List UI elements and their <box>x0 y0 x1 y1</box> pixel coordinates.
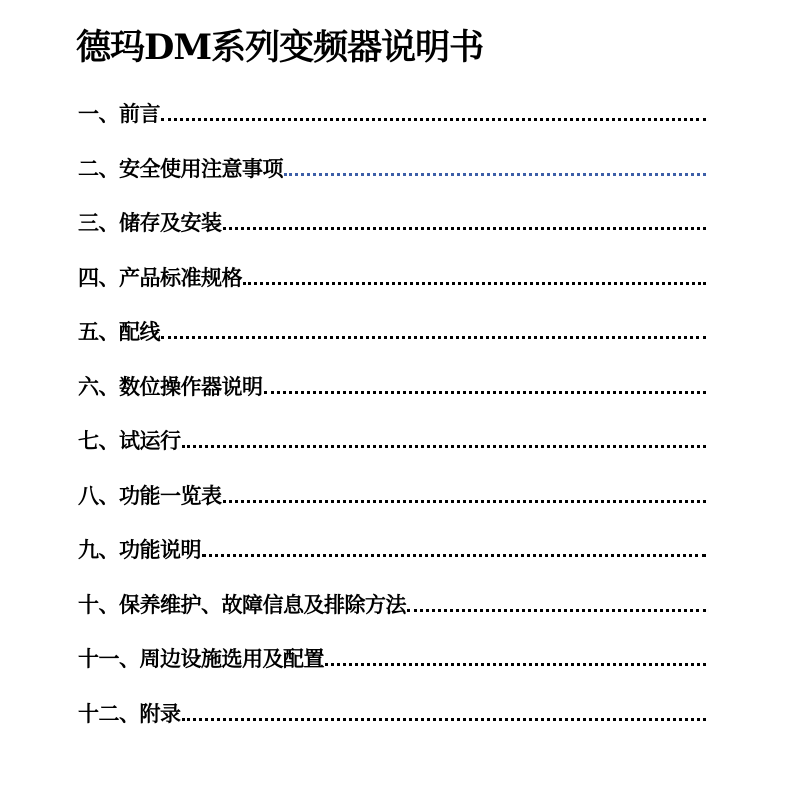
toc-entry-label: 六、数位操作器说明 <box>78 374 263 399</box>
toc-dot-leader <box>223 227 707 230</box>
toc-dot-leader <box>407 609 706 612</box>
toc-entry-preface[interactable] <box>78 91 706 126</box>
toc-entry-label: 九、功能说明 <box>78 538 201 562</box>
toc-dot-leader <box>223 500 707 503</box>
toc-entry-maintenance-troubleshooting[interactable] <box>78 582 706 617</box>
toc-entry-label: 十一、周边设施选用及配置 <box>78 647 324 671</box>
toc-entry-storage-installation[interactable] <box>78 200 706 235</box>
toc-dot-leader <box>161 336 706 339</box>
toc-entry-label: 五、配线 <box>78 320 160 344</box>
toc-entry-trial-run[interactable] <box>78 418 706 453</box>
toc-entry-label: 十、保养维护、故障信息及排除方法 <box>78 592 406 617</box>
toc-entry-wiring[interactable] <box>78 309 706 344</box>
toc-dot-leader <box>182 718 707 721</box>
toc-dot-leader <box>264 391 707 394</box>
toc-entry-safety-precautions[interactable] <box>78 146 706 181</box>
toc-entry-peripheral-equipment[interactable] <box>78 636 706 671</box>
toc-entry-digital-operator[interactable] <box>78 364 706 399</box>
toc-dot-leader <box>161 118 706 121</box>
toc-entry-label: 三、储存及安装 <box>78 211 222 235</box>
toc-entry-function-list[interactable] <box>78 473 706 508</box>
toc-entry-label: 四、产品标准规格 <box>78 265 242 290</box>
toc-entry-label: 八、功能一览表 <box>78 483 222 508</box>
toc-dot-leader <box>202 554 706 557</box>
toc-dot-leader <box>325 663 706 666</box>
toc-entry-label: 二、安全使用注意事项 <box>78 156 283 181</box>
document-title: 德玛DM系列变频器说明书 <box>76 27 484 68</box>
toc-entry-label: 七、试运行 <box>78 429 181 453</box>
toc-entry-function-description[interactable] <box>78 527 706 562</box>
toc-entry-label: 十二、附录 <box>78 701 181 726</box>
toc-entry-product-specifications[interactable] <box>78 255 706 290</box>
toc-entry-appendix[interactable] <box>78 691 706 726</box>
toc-dot-leader <box>182 445 707 448</box>
toc-entry-label: 一、前言 <box>78 102 160 126</box>
table-of-contents <box>78 91 706 745</box>
toc-dot-leader <box>284 173 706 176</box>
toc-dot-leader <box>243 282 706 285</box>
